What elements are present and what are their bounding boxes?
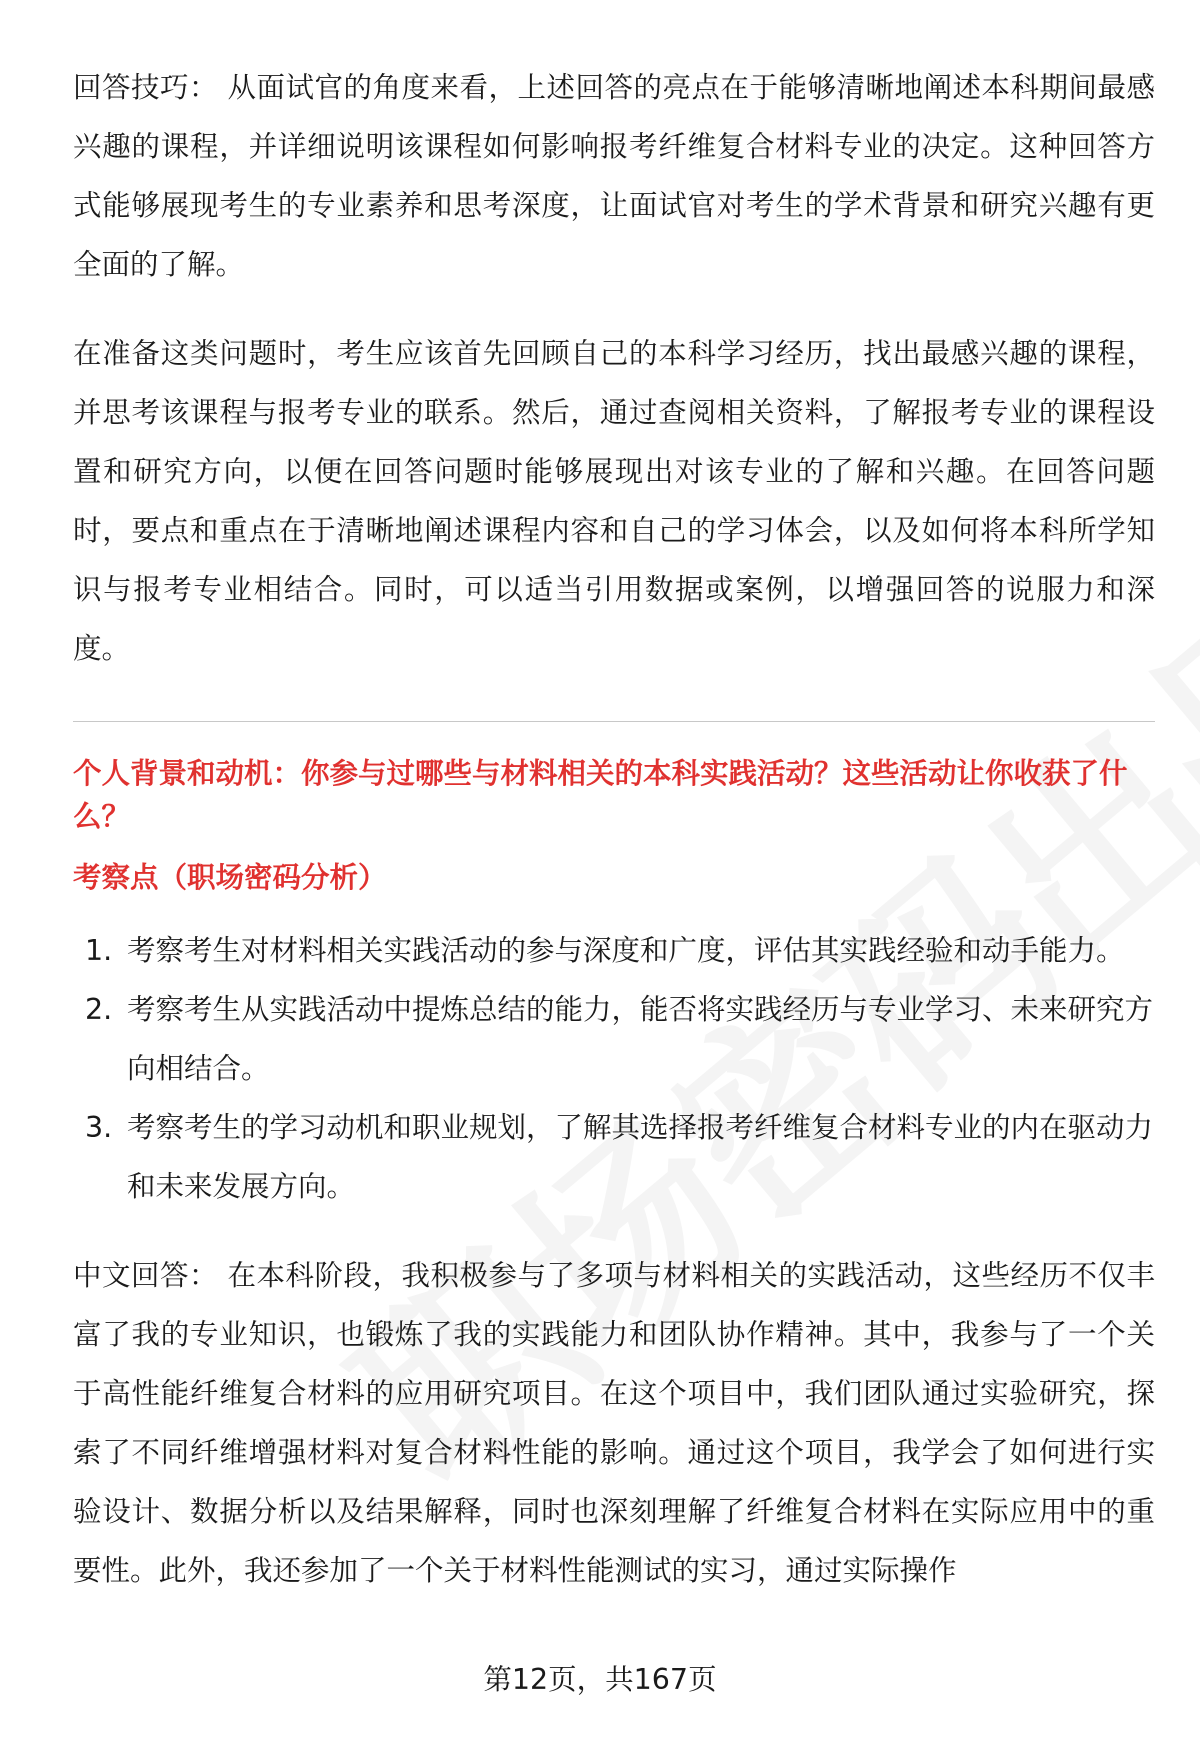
list-item-number: 1. [85,934,113,967]
list-item-number: 3. [85,1111,113,1144]
list-item-text: 考察考生从实践活动中提炼总结的能力，能否将实践经历与专业学习、未来研究方向相结合。 [127,993,1154,1085]
page-footer: 第12页，共167页 [483,1663,717,1696]
list-item-number: 2. [85,993,113,1026]
list-item [73,921,1155,980]
assessment-points-list [73,921,1155,1216]
list-item-text: 考察考生的学习动机和职业规划，了解其选择报考纤维复合材料专业的内在驱动力和未来发展方向。 [127,1111,1154,1203]
answer-tips-paragraph: 回答技巧： 从面试官的角度来看，上述回答的亮点在于能够清晰地阐述本科期间最感兴趣的课程，并详细说明该课程如何影响报考纤维复合材料专业的决定。这种回答方式能够展现考生的专业素养和思考深度，让面试官对考生的学术背景和研究兴趣有更全面的了解。 [73,71,1155,281]
list-item-text: 考察考生对材料相关实践活动的参与深度和广度，评估其实践经验和动手能力。 [127,934,1125,967]
chinese-answer-paragraph: 中文回答： 在本科阶段，我积极参与了多项与材料相关的实践活动，这些经历不仅丰富了我的专业知识，也锻炼了我的实践能力和团队协作精神。其中，我参与了一个关于高性能纤维复合材料的应用研究项目。在这个项目中，我们团队通过实验研究，探索了不同纤维增强材料对复合材料性能的影响。通过这个项目，我学会了如何进行实验设计、数据分析以及结果解释，同时也深刻理解了纤维复合材料在实际应用中的重要性。此外，我还参加了一个关于材料性能测试的实习，通过实际操作 [73,1259,1155,1587]
document-page [73,58,1155,1600]
section-divider [73,721,1155,722]
question-heading: 个人背景和动机：你参与过哪些与材料相关的本科实践活动？这些活动让你收获了什么？ [73,757,1128,833]
list-item [73,980,1155,1098]
kaochadian-heading: 考察点（职场密码分析） [73,861,387,894]
list-item [73,1098,1155,1216]
preparation-paragraph: 在准备这类问题时，考生应该首先回顾自己的本科学习经历，找出最感兴趣的课程，并思考该课程与报考专业的联系。然后，通过查阅相关资料，了解报考专业的课程设置和研究方向，以便在回答问题时能够展现出对该专业的了解和兴趣。在回答问题时，要点和重点在于清晰地阐述课程内容和自己的学习体会，以及如何将本科所学知识与报考专业相结合。同时，可以适当引用数据或案例，以增强回答的说服力和深度。 [73,337,1155,665]
